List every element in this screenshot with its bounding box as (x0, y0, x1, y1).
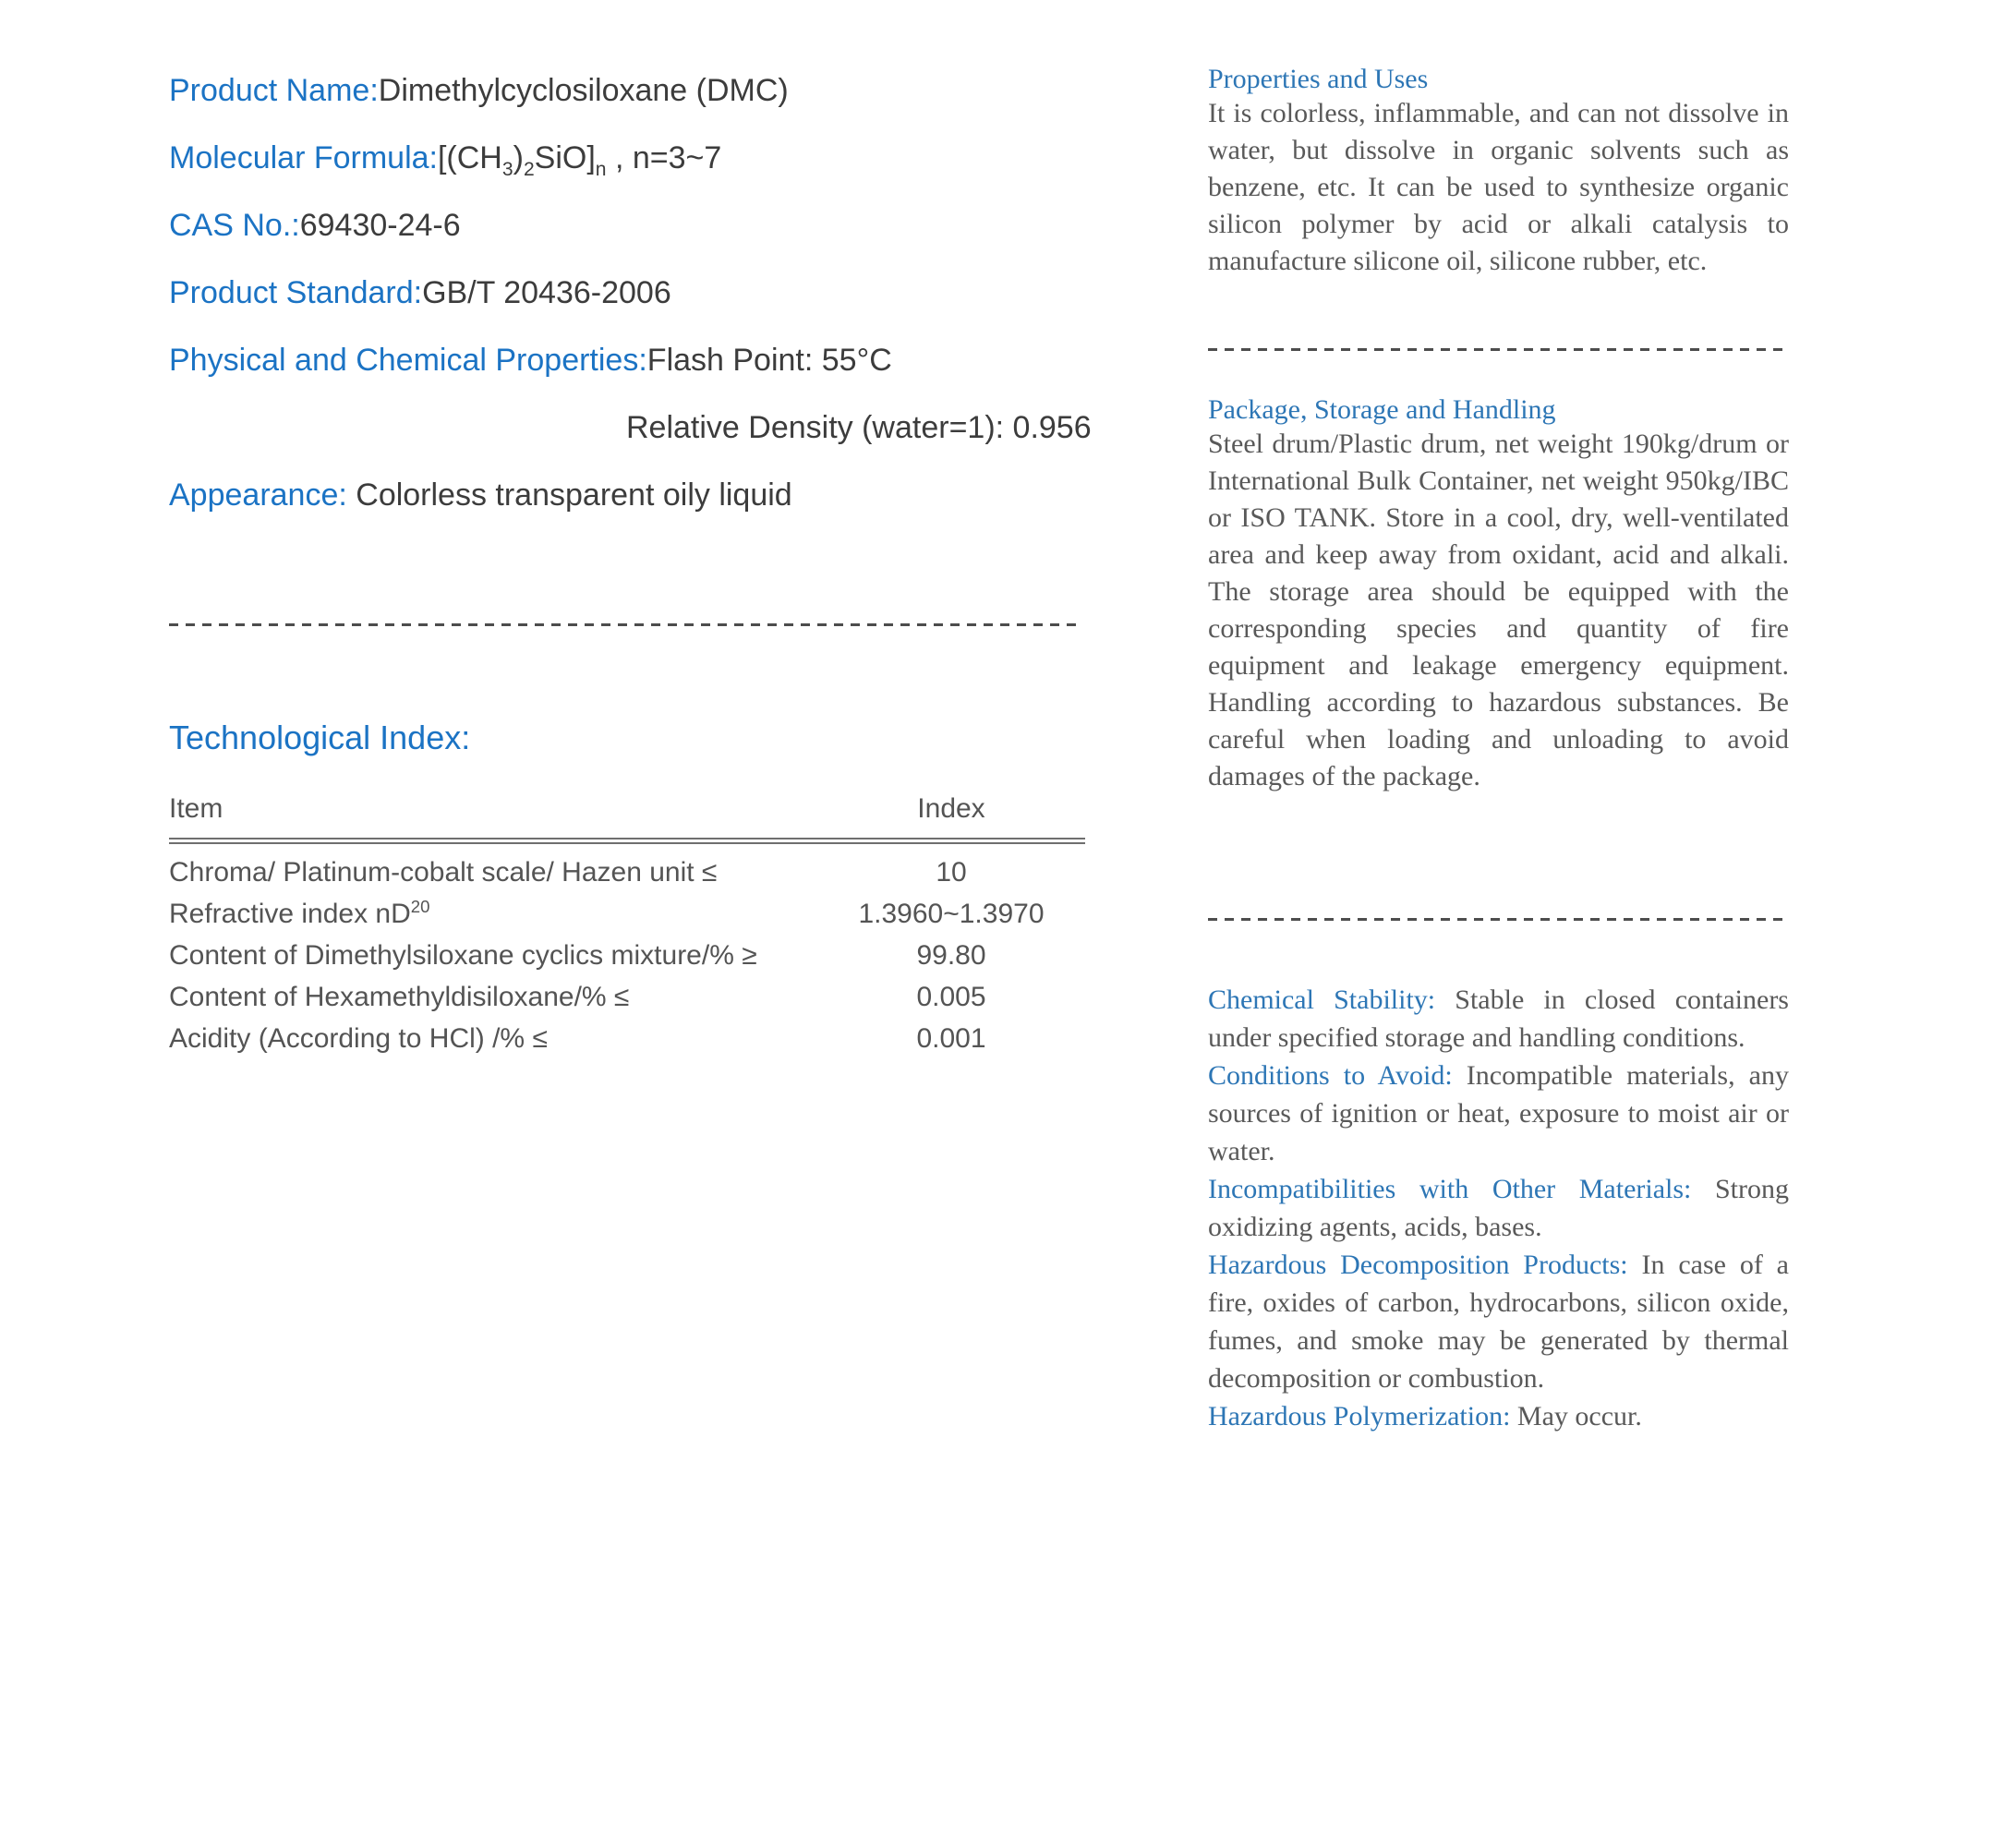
column-header-index: Index (917, 793, 985, 824)
dashed-divider-left (169, 623, 1076, 626)
product-standard-line (169, 274, 1085, 311)
package-storage-handling-body: Steel drum/Plastic drum, net weight 190kg/drum or International Bulk Container, net weight 950kg/IBC or ISO TANK. Store in a cool, dry, well-ventilated area and keep away from oxidant, acid and alkali. The storage area should be equipped with the corresponding species and quantity of fire equipment and leakage emergency equipment. Handling according to hazardous substances. Be careful when loading and unloading to avoid damages of the package. (1208, 429, 1789, 791)
tech-index-heading: Technological Index: (169, 719, 471, 756)
table-row (169, 935, 1085, 976)
safety-info-section (1208, 981, 1789, 1435)
molecular-formula-line (169, 139, 1085, 180)
appearance-label: Appearance: (169, 477, 347, 513)
molecular-formula-label: Molecular Formula: (169, 140, 438, 175)
cas-no-value: 69430-24-6 (299, 208, 461, 243)
table-cell-index: 0.001 (916, 1023, 986, 1054)
cas-no-line (169, 207, 1085, 244)
product-name-value: Dimethylcyclosiloxane (DMC) (378, 73, 789, 108)
product-name-line (169, 72, 1085, 109)
product-standard-value: GB/T 20436-2006 (422, 275, 671, 310)
conditions-to-avoid-item (1208, 1057, 1789, 1170)
tech-index-table (169, 790, 1085, 1059)
chemical-stability-item (1208, 981, 1789, 1057)
table-cell-item: Content of Dimethylsiloxane cyclics mixture/% ≥ (169, 940, 757, 971)
table-row (169, 852, 1085, 893)
flash-point-value: Flash Point: 55°C (646, 343, 892, 378)
relative-density-value: Relative Density (water=1): 0.956 (626, 410, 1092, 445)
incompatibilities-text: Strong oxidizing agents, acids, bases. (1208, 1174, 1789, 1242)
table-row (169, 893, 1085, 935)
table-cell-item: Refractive index $nD^{20}$ (169, 897, 430, 929)
hazardous-polymerization-text: May occur. (1510, 1401, 1642, 1431)
product-info-column (169, 72, 1092, 1059)
table-cell-item: Chroma/ Platinum-cobalt scale/ Hazen unit ≤ (169, 857, 718, 888)
product-name-label: Product Name: (169, 73, 379, 108)
table-cell-index: 10 (936, 857, 967, 888)
properties-and-uses-body: It is colorless, inflammable, and can not dissolve in water, but dissolve in organic solvents such as benzene, etc. It can be used to synthesize organic silicon polymer by acid or alkali catalysis to manufacture silicone oil, silicone rubber, etc. (1208, 98, 1789, 276)
hazardous-polymerization-item (1208, 1397, 1789, 1435)
table-cell-index: 0.005 (916, 982, 986, 1012)
table-header-rule (169, 838, 1085, 844)
table-cell-item: Content of Hexamethyldisiloxane/% ≤ (169, 982, 630, 1012)
details-column (1208, 64, 1789, 1435)
package-storage-handling-heading: Package, Storage and Handling (1208, 394, 1556, 425)
physical-chemical-properties-label: Physical and Chemical Properties: (169, 343, 647, 378)
incompatibilities-item (1208, 1170, 1789, 1246)
molecular-formula-value: $[(CH_3)_2SiO]_n$ , n=3~7 (437, 140, 722, 180)
chemical-stability-label: Chemical Stability: (1208, 984, 1436, 1015)
conditions-to-avoid-label: Conditions to Avoid: (1208, 1060, 1453, 1091)
product-standard-label: Product Standard: (169, 275, 423, 310)
appearance-line (169, 477, 1085, 513)
table-header-row (169, 790, 1085, 828)
hazardous-polymerization-label: Hazardous Polymerization: (1208, 1401, 1511, 1431)
incompatibilities-label: Incompatibilities with Other Materials: (1208, 1174, 1692, 1204)
table-row (169, 1018, 1085, 1059)
appearance-value: Colorless transparent oily liquid (346, 477, 792, 513)
hazardous-decomposition-text: In case of a fire, oxides of carbon, hydrocarbons, silicon oxide, fumes, and smoke may be generated by thermal decomposition or combustion. (1208, 1250, 1789, 1394)
cas-no-label: CAS No.: (169, 208, 300, 243)
properties-and-uses-heading: Properties and Uses (1208, 64, 1429, 94)
hazardous-decomposition-item (1208, 1246, 1789, 1397)
dashed-divider-right-2 (1208, 918, 1789, 921)
column-header-item: Item (169, 793, 223, 824)
physical-chemical-properties-line (169, 342, 1085, 379)
hazardous-decomposition-label: Hazardous Decomposition Products: (1208, 1250, 1628, 1280)
conditions-to-avoid-text: Incompatible materials, any sources of ignition or heat, exposure to moist air or water. (1208, 1060, 1789, 1166)
dashed-divider-right-1 (1208, 348, 1789, 351)
table-cell-item: Acidity (According to HCl) /% ≤ (169, 1023, 548, 1054)
chemical-stability-text: Stable in closed containers under specified storage and handling conditions. (1208, 984, 1789, 1053)
table-cell-index: 1.3960~1.3970 (858, 899, 1045, 929)
table-row (169, 976, 1085, 1018)
table-cell-index: 99.80 (916, 940, 986, 971)
properties-and-uses-section (1208, 64, 1789, 280)
package-storage-handling-section (1208, 394, 1789, 795)
relative-density-line (626, 409, 1092, 446)
